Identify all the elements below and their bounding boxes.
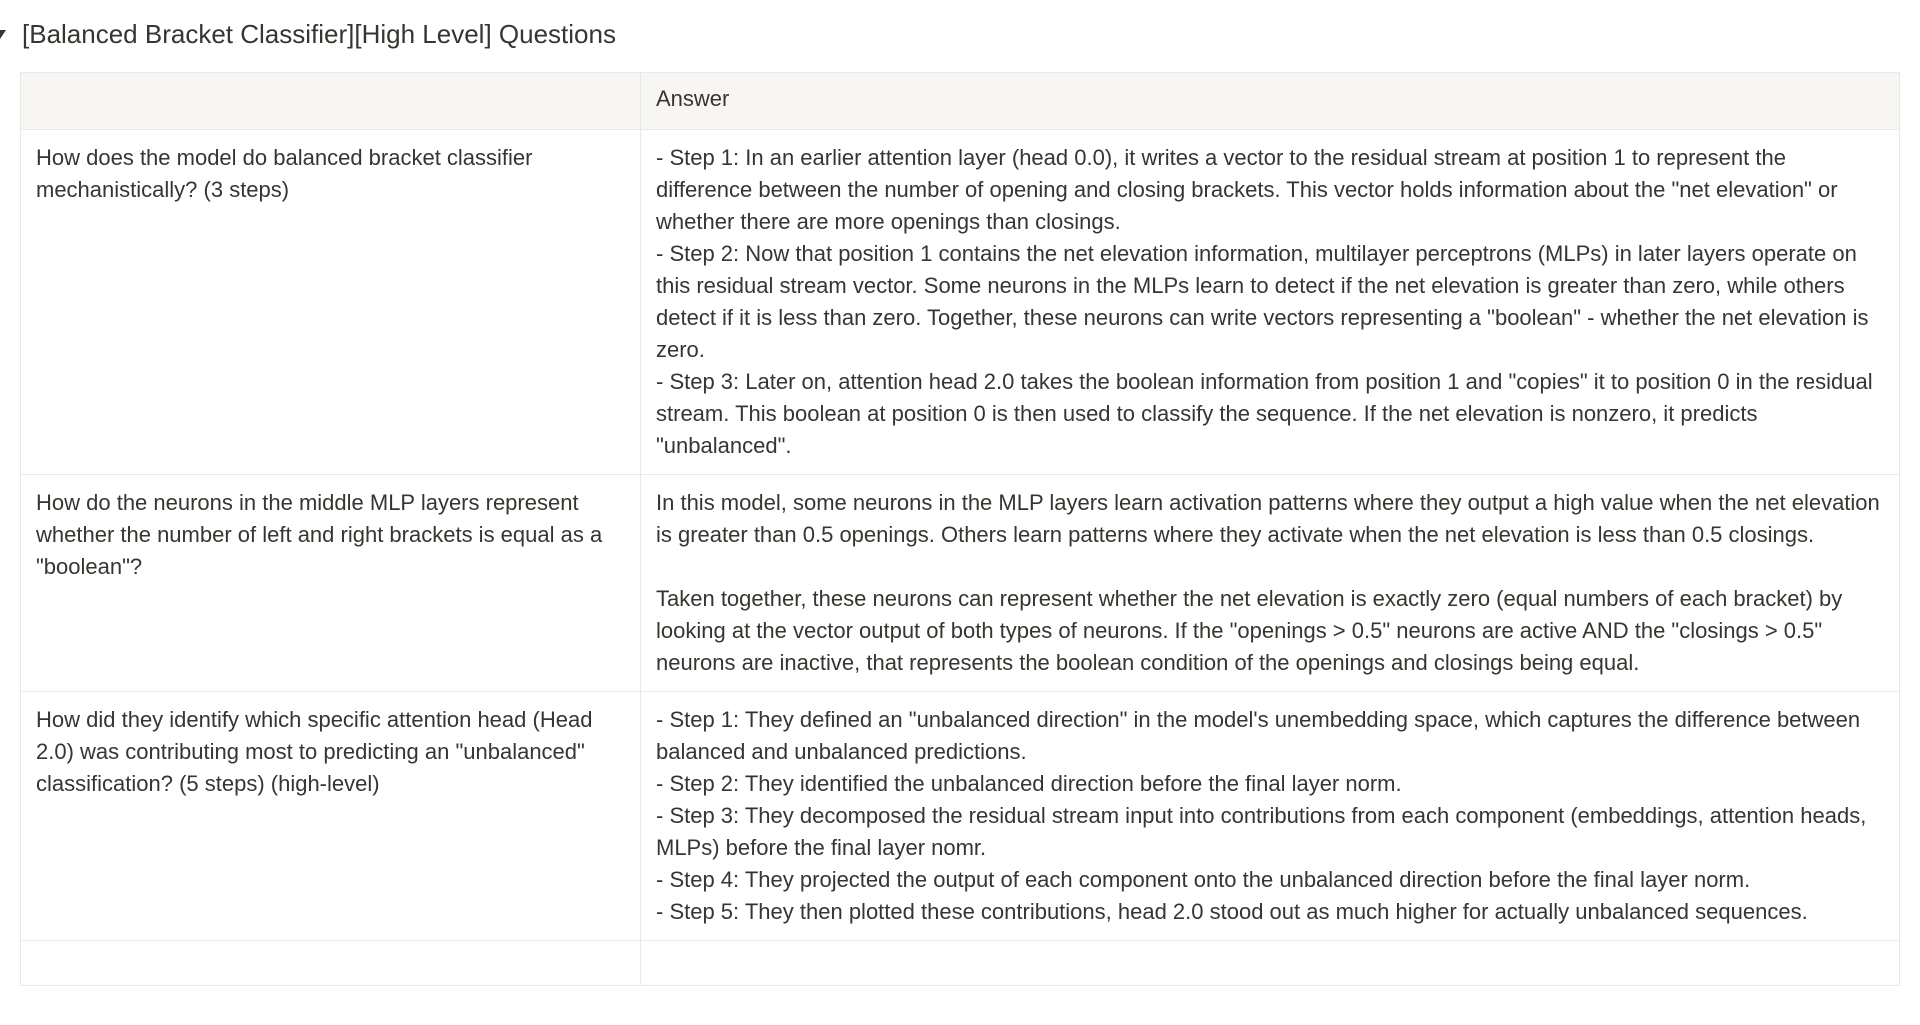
table-row (21, 475, 1900, 692)
answer-line: - Step 1: In an earlier attention layer (head 0.0), it writes a vector to the residual stream at position 1 to represent the difference between the number of opening and closing brackets. This vector holds information about the "net elevation" or whether there are more openings than closings. (656, 145, 1844, 234)
question-cell[interactable]: How do the neurons in the middle MLP layers represent whether the number of left and right brackets is equal as a "boolean"? (21, 475, 641, 692)
blank-line (656, 551, 1884, 583)
answer-line: - Step 5: They then plotted these contributions, head 2.0 stood out as much higher for actually unbalanced sequences. (656, 899, 1808, 924)
answer-line: - Step 2: They identified the unbalanced direction before the final layer norm. (656, 771, 1402, 796)
table-row (21, 692, 1900, 941)
answer-line: - Step 1: They defined an "unbalanced direction" in the model's unembedding space, which captures the difference between balanced and unbalanced predictions. (656, 707, 1867, 764)
answer-cell-partial[interactable] (641, 941, 1900, 986)
answer-line: - Step 4: They projected the output of each component onto the unbalanced direction before the final layer norm. (656, 867, 1751, 892)
question-cell-partial[interactable] (21, 941, 641, 986)
question-cell[interactable]: How does the model do balanced bracket classifier mechanistically? (3 steps) (21, 130, 641, 475)
questions-table (20, 72, 1899, 986)
answer-line: Taken together, these neurons can represent whether the net elevation is exactly zero (equal numbers of each bracket) by looking at the vector output of both types of neurons. If the "openings > 0.5" neurons are active AND the "closings > 0.5" neurons are inactive, that represents the boolean condition of the openings and closings being equal. (656, 586, 1849, 675)
toggle-block (0, 14, 616, 54)
answer-line: - Step 2: Now that position 1 contains the net elevation information, multilayer perceptrons (MLPs) in later layers operate on this residual stream vector. Some neurons in the MLPs learn to detect if the net elevation is greater than zero, while others detect if it is less than zero. Together, these neurons can write vectors representing a "boolean" - whether the net elevation is zero. (656, 241, 1875, 362)
answer-cell[interactable] (641, 692, 1900, 941)
answer-line: - Step 3: They decomposed the residual stream input into contributions from each component (embeddings, attention heads, MLPs) before the final layer nomr. (656, 803, 1873, 860)
header-cell-answer[interactable]: Answer (641, 73, 1900, 130)
answer-line: - Step 3: Later on, attention head 2.0 takes the boolean information from position 1 and "copies" it to position 0 in the residual stream. This boolean at position 0 is then used to classify the sequence. If the net elevation is nonzero, it predicts "unbalanced". (656, 369, 1879, 458)
toggle-title: [Balanced Bracket Classifier][High Level] Questions (22, 18, 616, 49)
toggle-arrow-icon[interactable] (0, 24, 8, 44)
answer-cell[interactable] (641, 130, 1900, 475)
table-header-row (21, 73, 1900, 130)
question-cell[interactable]: How did they identify which specific attention head (Head 2.0) was contributing most to predicting an "unbalanced" classification? (5 steps) (high-level) (21, 692, 641, 941)
table-row (21, 130, 1900, 475)
answer-cell[interactable] (641, 475, 1900, 692)
header-cell-question[interactable] (21, 73, 641, 130)
answer-line: In this model, some neurons in the MLP layers learn activation patterns where they output a high value when the net elevation is greater than 0.5 openings. Others learn patterns where they activate when the net elevation is less than 0.5 closings. (656, 490, 1886, 547)
table-row-partial (21, 941, 1900, 986)
